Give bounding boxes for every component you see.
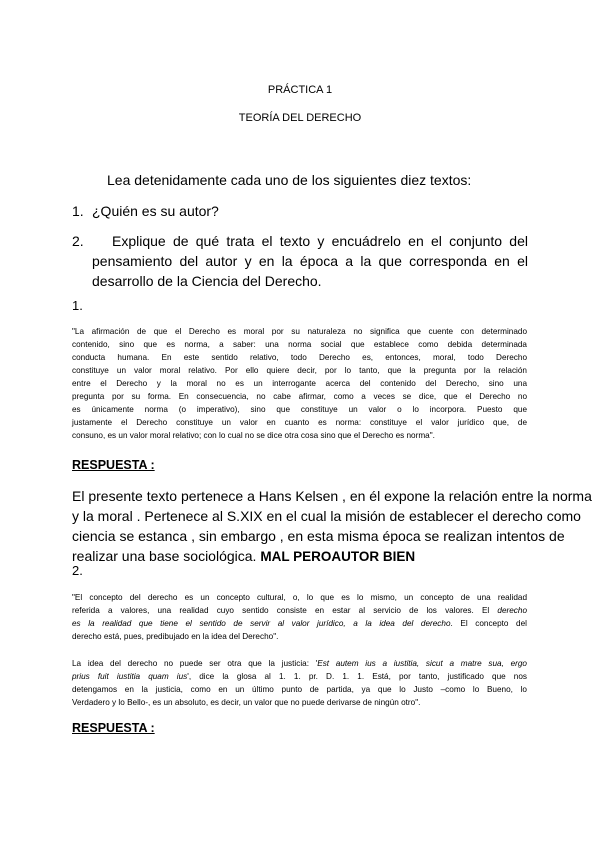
answer-1-text: El presente texto pertenece a Hans Kelsen , en él expone la relación entre la norma y la moral . Pertenece al S.XIX en el cual la misión de establecer el derecho como ciencia se estanca , sin embargo , en esta misma época se realizan intentos de realizar una base sociológica. MAL PEROAUTOR BIEN (72, 488, 592, 564)
question-2-number: 2. (72, 233, 84, 249)
text-2-quote-1: "El concepto del derecho es un concepto cultural, o, lo que es lo mismo, un concepto de una realidad referida a valores, una realidad cuyo sentido consiste en estar al servicio de los valores. El derecho es la realidad que tiene el sentido de servir al valor jurídico, a la idea del derecho. El concepto del derecho está, pues, predibujado en la idea del Derecho". (72, 593, 527, 641)
page-title: PRÁCTICA 1 (267, 84, 333, 96)
text-2-number: 2. (72, 563, 83, 578)
intro-text: Lea detenidamente cada uno de los siguientes diez textos: (107, 172, 472, 188)
answer-1-grade: MAL PEROAUTOR BIEN (260, 549, 416, 564)
answer-1-heading: RESPUESTA : (72, 458, 155, 472)
question-2-text: Explique de qué trata el texto y encuádrelo en el conjunto del pensamiento del autor y en la época a la que corresponda en el desarrollo de la Ciencia del Derecho. (92, 233, 528, 289)
question-1 (72, 201, 219, 221)
page-subtitle: TEORÍA DEL DERECHO (238, 112, 362, 124)
answer-2-heading: RESPUESTA : (72, 721, 155, 735)
question-1-text: ¿Quién es su autor? (92, 203, 219, 219)
text-2-quote-2: La idea del derecho no puede ser otra que la justicia: 'Est autem ius a iustitia, sicut a matre sua, ergo prius fuit iustitia quam ius', dice la glosa al 1. 1. pr. D. 1. 1. Está, por tanto, justificado que nos detengamos en la justicia, como en un último punto de partida, ya que lo Justo –como lo Bueno, lo Verdadero y lo Bello-, es un absoluto, es decir, un valor que no puede derivarse de ningún otro". (72, 659, 528, 707)
text-1-quote: "La afirmación de que el Derecho es moral por su naturaleza no significa que cuente con determinado contenido, sino que es norma, a saber: una norma social que establece como debida determinada conducta humana. En este sentido relativo, todo Derecho es, entonces, moral, todo Derecho constituye un valor moral relativo. Por ello quiere decir, por lo tanto, que la pregunta por la relación entre el Derecho y la moral no es un interrogante acerca del contenido del Derecho, sino una pregunta por su forma. En consecuencia, no cabe afirmar, como a veces se dice, que el Derecho no es únicamente norma (o imperativo), sino que constituye un valor o lo incorpora. Puesto que justamente el Derecho constituye un valor en cuanto es norma: constituye el valor jurídico que, de consuno, es un valor moral relativo; con lo cual no se dice otra cosa sino que el Derecho es norma". (72, 327, 527, 440)
question-1-number: 1. (72, 203, 84, 219)
text-1-number: 1. (72, 298, 83, 313)
